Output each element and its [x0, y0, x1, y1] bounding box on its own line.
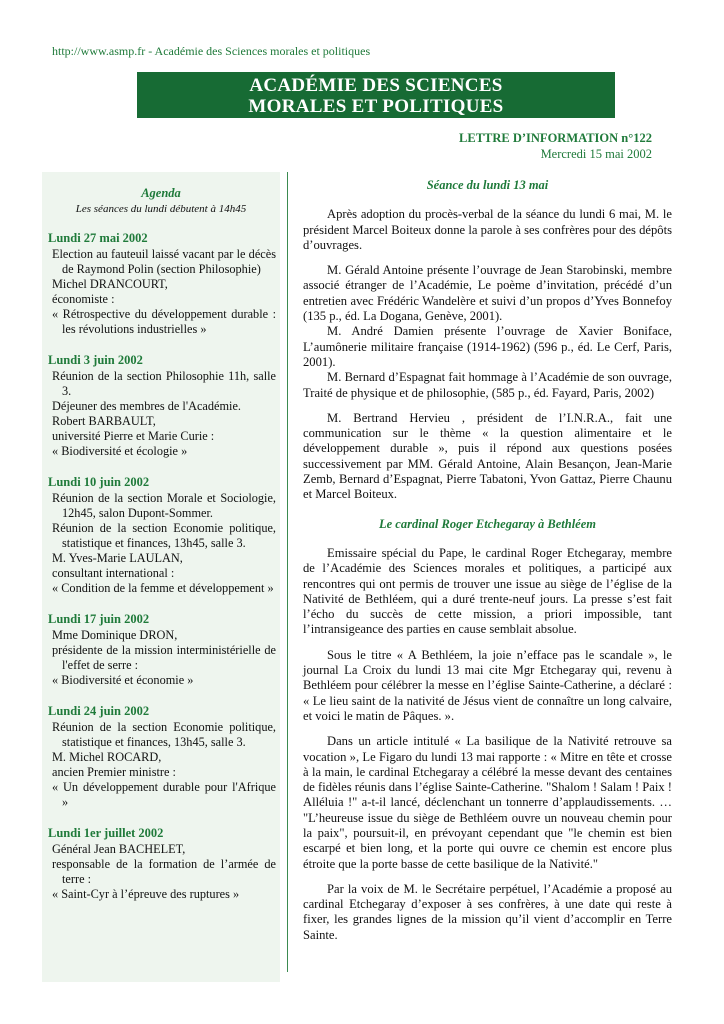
agenda-day-title: Lundi 1er juillet 2002: [48, 826, 164, 840]
agenda-day: [42, 231, 280, 337]
agenda-day-title: Lundi 3 juin 2002: [48, 353, 143, 367]
agenda-day: [42, 826, 280, 902]
paragraph: Emissaire spécial du Pape, le cardinal Roger Etchegaray, membre de l’Académie des Sciences morales et politiques, a participé aux rencontres qui ont permis de trouver une issue au siège de l’église de la Nativité de Bethléem, qui a duré trente-neuf jours. La presse s’est fait l’écho du succès de cette mission, a priori impossible, tant l’intransigeance des parties en cause semblait absolue.: [303, 545, 672, 637]
agenda-entry: « Biodiversité et écologie »: [52, 444, 188, 458]
agenda-entry: Mme Dominique DRON,: [52, 628, 178, 642]
letter-header: [459, 130, 652, 162]
agenda-day-title: Lundi 10 juin 2002: [48, 475, 150, 489]
agenda-day-title: Lundi 27 mai 2002: [48, 231, 148, 245]
agenda-entry: ancien Premier ministre :: [52, 765, 176, 779]
agenda-entry: économiste :: [52, 292, 115, 306]
paragraph: M. Gérald Antoine présente l’ouvrage de Jean Starobinski, membre associé étranger de l’Académie, Le poème d’invitation, précédé d’un entretien avec Frédéric Wandelère et suivi d’un propos d’Yves Bonnefoy (135 p., éd. La Dogana, Genève, 2001).: [303, 263, 672, 324]
agenda-entry: « Biodiversité et économie »: [52, 673, 194, 687]
agenda-day-title: Lundi 24 juin 2002: [48, 704, 150, 718]
paragraph: M. Bertrand Hervieu , président de l’I.N.R.A., fait une communication sur le thème « la question alimentaire et le développement durable », puis il répond aux questions posées successivement par MM. Gérald Antoine, Alain Besançon, Jean-Marie Zemb, Bernard d’Espagnat, Pierre Tabatoni, Yvon Gattaz, Pierre Chaunu et Marcel Boiteux.: [303, 410, 672, 502]
agenda-entry: Réunion de la section Economie politique, statistique et finances, 13h45, salle 3.: [52, 521, 276, 550]
article-column: [303, 178, 672, 943]
academy-banner: [137, 72, 615, 118]
banner-line-1: ACADÉMIE DES SCIENCES: [249, 75, 503, 96]
agenda-entry: M. Michel ROCARD,: [52, 750, 162, 764]
agenda-entry: Réunion de la section Morale et Sociologie, 12h45, salon Dupont-Sommer.: [52, 491, 276, 520]
agenda-entry: Général Jean BACHELET,: [52, 842, 186, 856]
agenda-panel: [42, 172, 280, 982]
column-divider: [287, 172, 288, 972]
agenda-entry: Réunion de la section Philosophie 11h, salle 3.: [52, 369, 276, 398]
agenda-subtitle: Les séances du lundi débutent à 14h45: [75, 203, 247, 215]
paragraph: M. Bernard d’Espagnat fait hommage à l’Académie de son ouvrage, Traité de physique et de philosophie, (585 p., éd. Fayard, Paris, 2002): [303, 370, 672, 400]
agenda-entry: M. Yves-Marie LAULAN,: [52, 551, 183, 565]
paragraph: Sous le titre « A Bethléem, la joie n’efface pas le scandale », le journal La Croix du lundi 13 mai cite Mgr Etchegaray qui, revenu à Bethléem pour célébrer la messe en l’église Sainte-Catherine, a déclaré : « Le lieu saint de la nativité de Jésus vient de connaître un long calvaire, et voici le matin de Pâques. ».: [303, 647, 672, 723]
letter-date: Mercredi 15 mai 2002: [540, 147, 652, 161]
agenda-entry: Election au fauteuil laissé vacant par le décès de Raymond Polin (section Philosophie): [52, 247, 276, 276]
agenda-day: [42, 612, 280, 688]
agenda-entry: « Rétrospective du développement durable : les révolutions industrielles »: [52, 307, 276, 336]
agenda-entry: responsable de la formation de l’armée de terre :: [52, 857, 276, 886]
paragraph: Après adoption du procès-verbal de la séance du lundi 6 mai, M. le président Marcel Boiteux donne la parole à ses confrères pour des dépôts d’ouvrages.: [303, 207, 672, 252]
section-title-seance: Séance du lundi 13 mai: [426, 178, 549, 192]
agenda-entry: Robert BARBAULT,: [52, 414, 156, 428]
paragraph: M. André Damien présente l’ouvrage de Xavier Boniface, L’aumônerie militaire française (1914-1962) (596 p., éd. Le Cerf, Paris, 2001).: [303, 324, 672, 369]
agenda-entry: présidente de la mission interministérielle de l'effet de serre :: [52, 643, 276, 672]
agenda-entry: Michel DRANCOURT,: [52, 277, 168, 291]
agenda-entry: Déjeuner des membres de l'Académie.: [52, 399, 241, 413]
agenda-entry: université Pierre et Marie Curie :: [52, 429, 215, 443]
letter-number: LETTRE D’INFORMATION n°122: [459, 131, 652, 145]
agenda-entry: Réunion de la section Economie politique, statistique et finances, 13h45, salle 3.: [52, 720, 276, 749]
paragraph: Dans un article intitulé « La basilique de la Nativité retrouve sa vocation », Le Figaro du lundi 13 mai rapporte : « Mitre en tête et crosse à la main, le cardinal Etchegaray a célébré la messe devant des centaines de fidèles réunis dans l’église Sainte-Catherine. "Shalom ! Salam ! Paix ! Alléluia !" a-t-il lancé, déclenchant un tonnerre d’applaudissements. … "L’heureuse issue du siège de Bethléem ouvre un nouveau chemin pour la paix", poursuit-il, en prévoyant cependant que "le chemin est bien escarpé et bien long, et la porte qui ouvre ce chemin est encore plus étroite que la porte basse de cette basilique de la Nativité.": [303, 734, 672, 871]
agenda-entry: « Saint-Cyr à l’épreuve des ruptures »: [52, 887, 240, 901]
agenda-entry: « Un développement durable pour l'Afrique »: [52, 780, 276, 809]
agenda-title: Agenda: [141, 186, 181, 200]
agenda-day: [42, 704, 280, 810]
paragraph: Par la voix de M. le Secrétaire perpétuel, l’Académie a proposé au cardinal Etchegaray d’exposer à ses confrères, à une date qui reste à fixer, les grandes lignes de la mission qu’il vient d’accomplir en Terre Sainte.: [303, 881, 672, 942]
agenda-entry: « Condition de la femme et développement »: [52, 581, 274, 595]
source-url[interactable]: http://www.asmp.fr - Académie des Sciences morales et politiques: [52, 44, 371, 58]
agenda-day: [42, 475, 280, 596]
agenda-day: [42, 353, 280, 459]
agenda-entry: consultant international :: [52, 566, 175, 580]
section-title-etchegaray: Le cardinal Roger Etchegaray à Bethléem: [379, 516, 596, 531]
banner-line-2: MORALES ET POLITIQUES: [248, 96, 504, 117]
agenda-day-title: Lundi 17 juin 2002: [48, 612, 150, 626]
